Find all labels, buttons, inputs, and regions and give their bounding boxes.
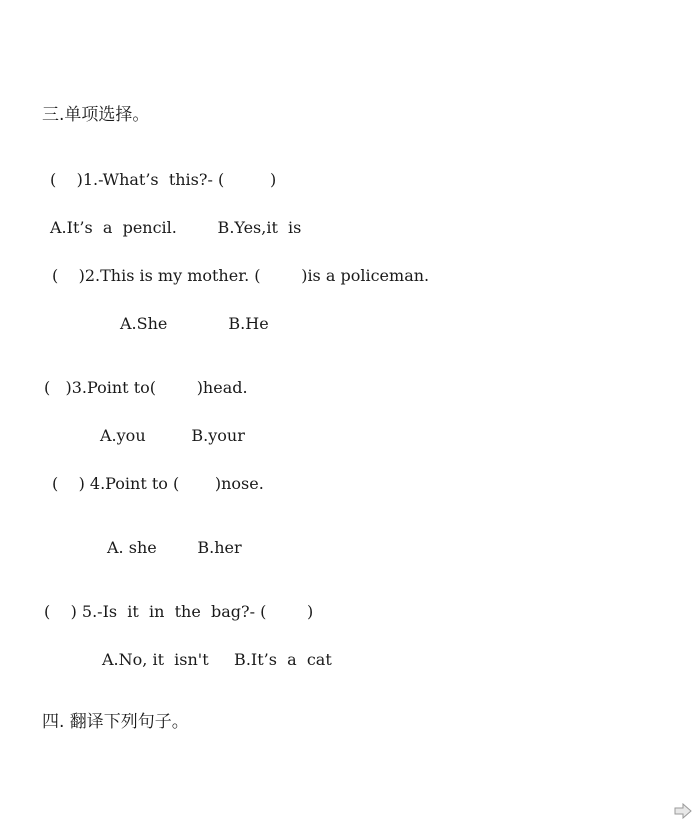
question-5: ( ) 5.-Is it in the bag?- ( ) — [44, 602, 314, 621]
question-2: ( )2.This is my mother. ( )is a policeman. — [52, 266, 430, 285]
question-3: ( )3.Point to( )head. — [44, 378, 248, 397]
question-5-options: A.No, it isn't B.It’s a cat — [102, 650, 332, 669]
section-3-heading: 三.单项选择。 — [42, 105, 150, 125]
question-2-options: A.She B.He — [120, 314, 269, 333]
question-1-options: A.It’s a pencil. B.Yes,it is — [50, 218, 302, 237]
question-3-options: A.you B.your — [100, 426, 245, 445]
question-4-options: A. she B.her — [107, 538, 242, 557]
question-1: ( )1.-What’s this?- ( ) — [50, 170, 277, 189]
section-4-heading: 四. 翻译下列句子。 — [42, 712, 189, 732]
question-4: ( ) 4.Point to ( )nose. — [52, 474, 264, 493]
arrow-right-icon[interactable] — [673, 803, 693, 819]
